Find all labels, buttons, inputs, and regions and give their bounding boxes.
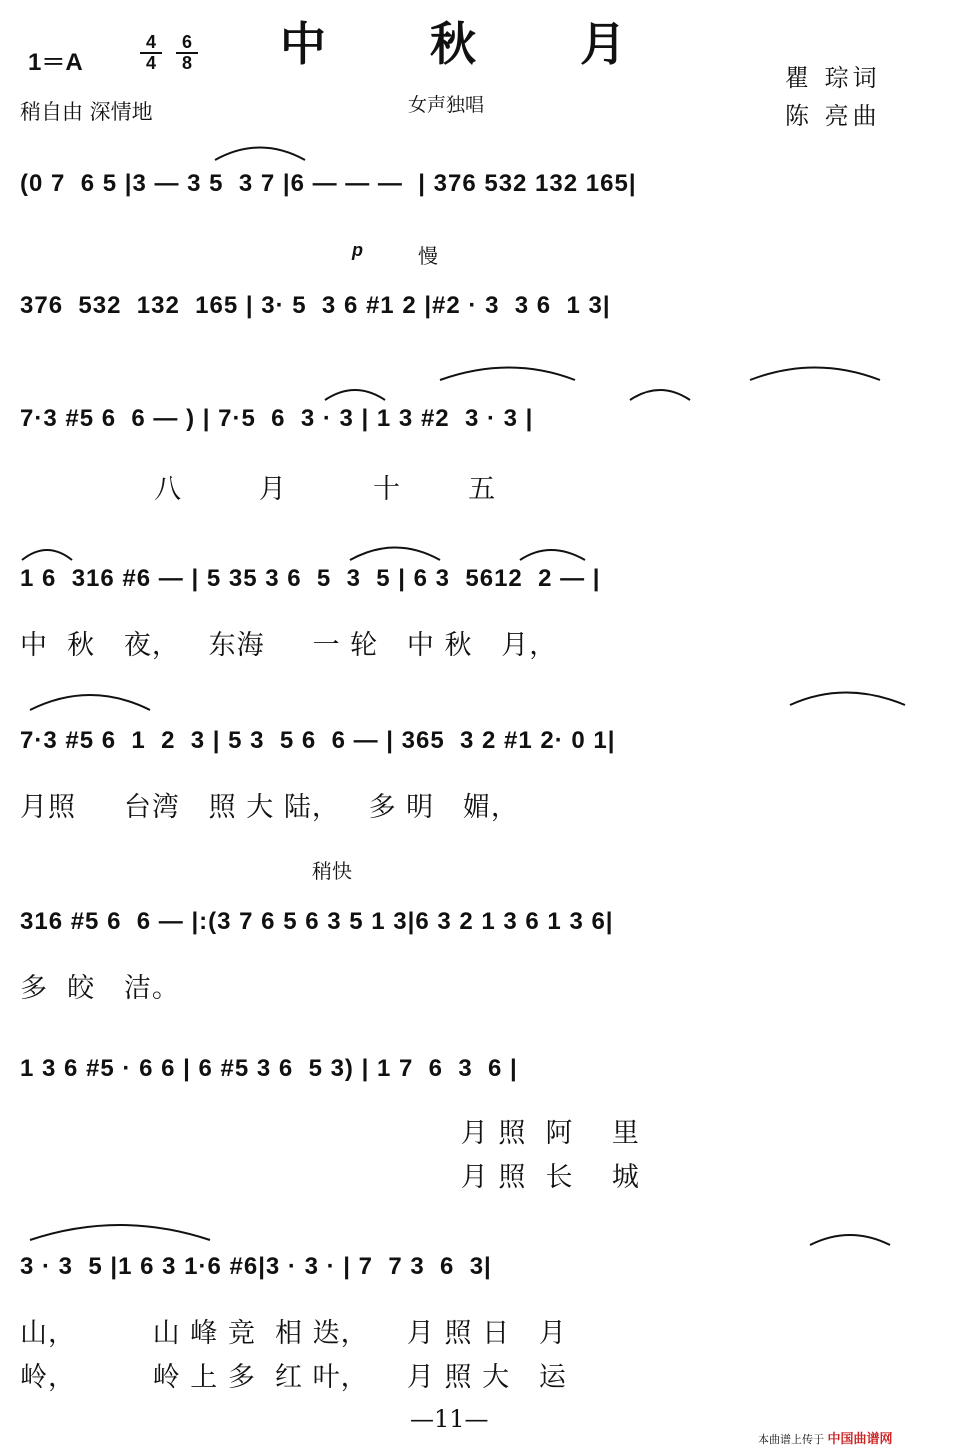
- lyricist-credit: 瞿 琮词: [785, 64, 881, 92]
- notation-line-4: 1 6 316 #6 — | 5 35 3 6 5 3 5 | 6 3 5612 2 — |: [20, 565, 601, 592]
- slur-1: [215, 148, 305, 161]
- meter-b-top: 6: [181, 32, 192, 52]
- footer-credit: [758, 1428, 893, 1447]
- lyric-line-7a: 月 照 阿 里: [20, 1118, 640, 1149]
- meter-a-top: 4: [145, 32, 156, 52]
- slur-10: [790, 693, 905, 706]
- key-signature: 1＝A: [28, 49, 83, 76]
- slur-8: [520, 550, 585, 560]
- notation-line-6: 316 #5 6 6 — |:(3 7 6 5 6 3 5 1 3|6 3 2 1 3 6 1 3 6|: [20, 908, 614, 935]
- slur-12: [810, 1235, 890, 1245]
- meter-b-bottom: 8: [181, 53, 192, 73]
- notation-line-7: 1 3 6 #5 · 6 6 | 6 #5 3 6 5 3) | 1 7 6 3 6 |: [20, 1055, 518, 1082]
- lyric-line-7b: 月 照 长 城: [20, 1162, 640, 1193]
- lyric-line-6: 多 皎 洁。: [20, 973, 180, 1004]
- notation-line-3: 7·3 #5 6 6 — ) | 7·5 6 3 · 3 | 1 3 #2 3 · 3 |: [20, 405, 534, 432]
- lyric-line-4: 中 秋 夜， 东海 一 轮 中 秋 月，: [20, 630, 558, 661]
- footer-prefix: 本曲谱上传于: [758, 1433, 824, 1446]
- lyric-line-5: 月照 台湾 照 大 陆， 多 明 媚，: [20, 792, 519, 823]
- slur-9: [30, 695, 150, 710]
- song-title: 中 秋 月: [280, 17, 671, 71]
- notation-line-2: 376 532 132 165 | 3· 5 3 6 #1 2 |#2 · 3 3 6 1 3|: [20, 292, 611, 319]
- footer-site: 中国曲谱网: [827, 1432, 893, 1447]
- page-number: —11—: [410, 1405, 489, 1433]
- notation-line-1: (0 7 6 5 |3 — 3 5 3 7 |6 — — — | 376 532 132 165|: [20, 170, 637, 197]
- slur-3: [440, 368, 575, 381]
- notation-line-5: 7·3 #5 6 1 2 3 | 5 3 5 6 6 — | 365 3 2 #1 2· 0 1|: [20, 727, 616, 754]
- tempo-expression: 稍自由 深情地: [20, 100, 153, 124]
- slur-5: [750, 368, 880, 381]
- slur-2: [325, 390, 385, 400]
- time-signature-6-8: [176, 34, 198, 72]
- lyric-line-8b: 岭， 岭 上 多 红 叶， 月 照 大 运: [20, 1362, 567, 1393]
- dynamic-marking: p: [352, 240, 363, 260]
- slur-6: [22, 550, 72, 560]
- tempo-slow-marking: 慢: [418, 244, 438, 268]
- voice-type: 女声独唱: [408, 94, 485, 116]
- slur-7: [350, 548, 440, 561]
- slur-11: [30, 1225, 210, 1240]
- lyric-line-3: 八 月 十 五: [20, 474, 497, 505]
- slur-4: [630, 390, 690, 400]
- tempo-faster-marking: 稍快: [312, 859, 352, 883]
- time-signature-4-4: [140, 34, 162, 72]
- composer-credit: 陈 亮曲: [785, 102, 881, 130]
- meter-a-bottom: 4: [145, 53, 156, 73]
- notation-line-8: 3 · 3 5 |1 6 3 1·6 #6|3 · 3 · | 7 7 3 6 3|: [20, 1253, 492, 1280]
- lyric-line-8a: 山， 山 峰 竞 相 迭， 月 照 日 月: [20, 1318, 567, 1349]
